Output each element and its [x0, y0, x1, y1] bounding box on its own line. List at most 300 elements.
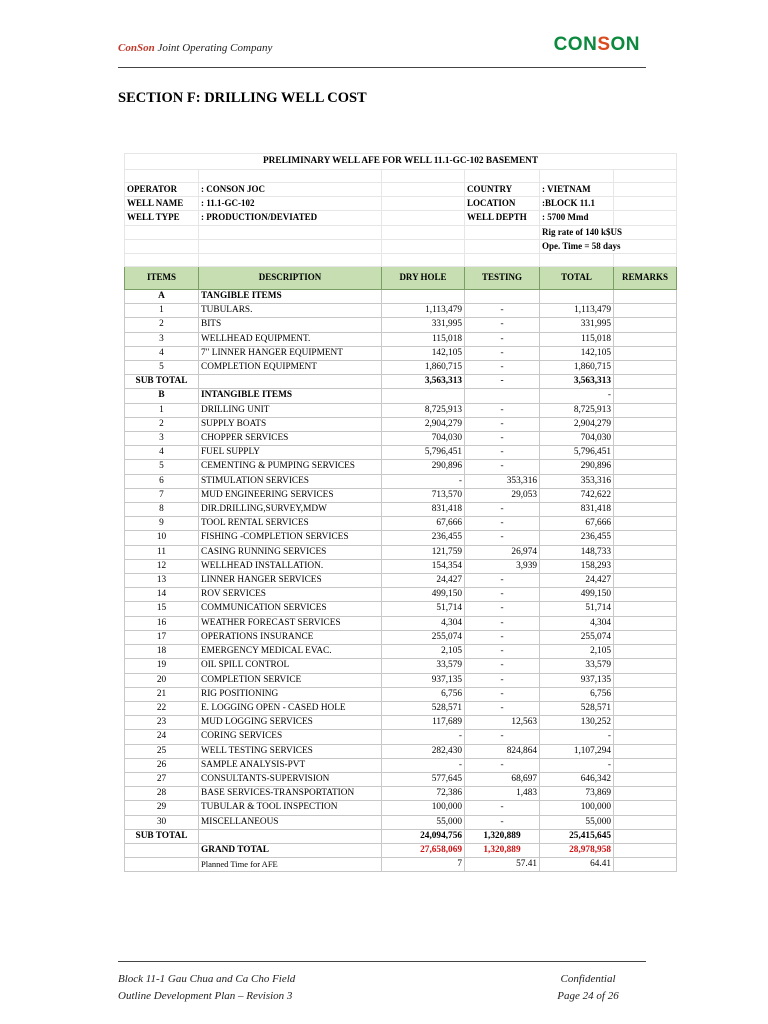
subtotal-a-dry: 3,563,313 — [382, 375, 465, 389]
item-description: BITS — [199, 318, 382, 332]
testing-cost: 12,563 — [465, 716, 540, 730]
table-row — [125, 346, 677, 360]
testing-cost: 353,316 — [465, 474, 540, 488]
total-cost: 6,756 — [540, 687, 614, 701]
testing-cost: - — [465, 616, 540, 630]
intangible-items — [125, 403, 677, 829]
total-cost: 646,342 — [540, 772, 614, 786]
item-description: MUD LOGGING SERVICES — [199, 716, 382, 730]
item-description: WELLHEAD EQUIPMENT. — [199, 332, 382, 346]
remarks — [614, 744, 677, 758]
item-number: 29 — [125, 801, 199, 815]
table-row — [125, 744, 677, 758]
remarks — [614, 403, 677, 417]
footer-right — [548, 971, 628, 1005]
item-number: 11 — [125, 545, 199, 559]
testing-cost: - — [465, 446, 540, 460]
afe-title: PRELIMINARY WELL AFE FOR WELL 11.1-GC-102 BASEMENT — [125, 154, 677, 170]
testing-cost: 26,974 — [465, 545, 540, 559]
remarks — [614, 432, 677, 446]
remarks — [614, 417, 677, 431]
remarks — [614, 772, 677, 786]
item-number: 6 — [125, 474, 199, 488]
item-number: 17 — [125, 630, 199, 644]
total-cost: 8,725,913 — [540, 403, 614, 417]
remarks — [614, 701, 677, 715]
remarks — [614, 474, 677, 488]
table-row — [125, 772, 677, 786]
testing-cost: - — [465, 417, 540, 431]
dry-hole-cost: 33,579 — [382, 659, 465, 673]
item-number: 8 — [125, 503, 199, 517]
item-description: CORING SERVICES — [199, 730, 382, 744]
item-number: 28 — [125, 787, 199, 801]
item-number: 21 — [125, 687, 199, 701]
item-number: 30 — [125, 815, 199, 829]
location-label: LOCATION — [465, 197, 540, 211]
dry-hole-cost: - — [382, 474, 465, 488]
logo-part-s: S — [597, 34, 611, 55]
section-b-label: INTANGIBLE ITEMS — [199, 389, 382, 403]
item-number: 3 — [125, 432, 199, 446]
testing-cost: - — [465, 346, 540, 360]
remarks — [614, 659, 677, 673]
footer-confidential: Confidential — [560, 973, 616, 985]
remarks — [614, 545, 677, 559]
table-row — [125, 574, 677, 588]
item-number: 25 — [125, 744, 199, 758]
info-row — [125, 183, 677, 197]
table-row — [125, 332, 677, 346]
testing-cost: 29,053 — [465, 488, 540, 502]
tangible-items — [125, 304, 677, 375]
item-number: 5 — [125, 460, 199, 474]
item-description: 7" LINNER HANGER EQUIPMENT — [199, 346, 382, 360]
subtotal-a-row — [125, 375, 677, 389]
remarks — [614, 687, 677, 701]
subtotal-a-testing: - — [465, 375, 540, 389]
dry-hole-cost: 255,074 — [382, 630, 465, 644]
total-cost: 742,622 — [540, 488, 614, 502]
item-description: FUEL SUPPLY — [199, 446, 382, 460]
item-description: ROV SERVICES — [199, 588, 382, 602]
testing-cost: - — [465, 687, 540, 701]
table-row — [125, 758, 677, 772]
section-b-id: B — [125, 389, 199, 403]
dry-hole-cost: 5,796,451 — [382, 446, 465, 460]
rig-rate: Rig rate of 140 k$US — [540, 225, 677, 239]
remarks — [614, 815, 677, 829]
item-description: LINNER HANGER SERVICES — [199, 574, 382, 588]
item-number: 19 — [125, 659, 199, 673]
testing-cost: - — [465, 403, 540, 417]
table-row — [125, 801, 677, 815]
company-name — [118, 42, 272, 54]
testing-cost: - — [465, 673, 540, 687]
dry-hole-cost: 121,759 — [382, 545, 465, 559]
item-description: BASE SERVICES-TRANSPORTATION — [199, 787, 382, 801]
operator-label: OPERATOR — [125, 183, 199, 197]
testing-cost: 68,697 — [465, 772, 540, 786]
dry-hole-cost: 1,860,715 — [382, 361, 465, 375]
total-cost: 2,105 — [540, 645, 614, 659]
dry-hole-cost: 331,995 — [382, 318, 465, 332]
testing-cost: - — [465, 531, 540, 545]
testing-cost: 824,864 — [465, 744, 540, 758]
subtotal-b-row — [125, 829, 677, 843]
testing-cost: 1,483 — [465, 787, 540, 801]
col-remarks: REMARKS — [614, 267, 677, 290]
table-row — [125, 588, 677, 602]
planned-time-dry: 7 — [382, 858, 465, 872]
item-number: 2 — [125, 318, 199, 332]
testing-cost: - — [465, 460, 540, 474]
dry-hole-cost: 937,135 — [382, 673, 465, 687]
dry-hole-cost: 236,455 — [382, 531, 465, 545]
item-number: 27 — [125, 772, 199, 786]
dry-hole-cost: 115,018 — [382, 332, 465, 346]
table-row — [125, 545, 677, 559]
total-cost: 148,733 — [540, 545, 614, 559]
total-cost: 142,105 — [540, 346, 614, 360]
testing-cost: - — [465, 588, 540, 602]
table-row — [125, 432, 677, 446]
item-description: TUBULAR & TOOL INSPECTION — [199, 801, 382, 815]
table-row — [125, 659, 677, 673]
testing-cost: - — [465, 517, 540, 531]
item-description: COMMUNICATION SERVICES — [199, 602, 382, 616]
subtotal-b-testing: 1,320,889 — [465, 829, 540, 843]
subtotal-b-label: SUB TOTAL — [125, 829, 199, 843]
remarks — [614, 574, 677, 588]
item-number: 12 — [125, 559, 199, 573]
total-cost: 1,107,294 — [540, 744, 614, 758]
item-number: 23 — [125, 716, 199, 730]
total-cost: 33,579 — [540, 659, 614, 673]
total-cost: 4,304 — [540, 616, 614, 630]
item-description: CHOPPER SERVICES — [199, 432, 382, 446]
item-number: 2 — [125, 417, 199, 431]
section-b-total: - — [540, 389, 614, 403]
item-description: WELLHEAD INSTALLATION. — [199, 559, 382, 573]
testing-cost: - — [465, 602, 540, 616]
total-cost: 158,293 — [540, 559, 614, 573]
table-row — [125, 474, 677, 488]
total-cost: 51,714 — [540, 602, 614, 616]
total-cost: 704,030 — [540, 432, 614, 446]
location-value: :BLOCK 11.1 — [540, 197, 614, 211]
item-description: OIL SPILL CONTROL — [199, 659, 382, 673]
table-row — [125, 787, 677, 801]
planned-time-label: Planned Time for AFE — [199, 858, 382, 872]
total-cost: 255,074 — [540, 630, 614, 644]
subtotal-b-total: 25,415,645 — [540, 829, 614, 843]
dry-hole-cost: 24,427 — [382, 574, 465, 588]
info-row — [125, 225, 677, 239]
operator-value: : CONSON JOC — [199, 183, 382, 197]
item-number: 16 — [125, 616, 199, 630]
remarks — [614, 559, 677, 573]
testing-cost: - — [465, 701, 540, 715]
dry-hole-cost: 8,725,913 — [382, 403, 465, 417]
logo-part-a: CON — [553, 34, 598, 55]
item-number: 7 — [125, 488, 199, 502]
total-cost: 2,904,279 — [540, 417, 614, 431]
item-description: COMPLETION SERVICE — [199, 673, 382, 687]
remarks — [614, 801, 677, 815]
item-description: RIG POSITIONING — [199, 687, 382, 701]
item-number: 1 — [125, 403, 199, 417]
table-row — [125, 602, 677, 616]
operation-time: Ope. Time = 58 days — [540, 239, 677, 253]
dry-hole-cost: 6,756 — [382, 687, 465, 701]
section-title: SECTION F: DRILLING WELL COST — [118, 90, 367, 106]
table-row — [125, 730, 677, 744]
well-name-value: : 11.1-GC-102 — [199, 197, 382, 211]
item-description: DRILLING UNIT — [199, 403, 382, 417]
item-description: FISHING -COMPLETION SERVICES — [199, 531, 382, 545]
table-row — [125, 361, 677, 375]
well-depth-label: WELL DEPTH — [465, 211, 540, 225]
remarks — [614, 332, 677, 346]
item-number: 3 — [125, 332, 199, 346]
grand-total-total: 28,978,958 — [540, 843, 614, 857]
col-total: TOTAL — [540, 267, 614, 290]
total-cost: 115,018 — [540, 332, 614, 346]
remarks — [614, 645, 677, 659]
footer-project: Block 11-1 Gau Chua and Ca Cho Field — [118, 973, 296, 985]
total-cost: 331,995 — [540, 318, 614, 332]
dry-hole-cost: 4,304 — [382, 616, 465, 630]
total-cost: 100,000 — [540, 801, 614, 815]
grand-total-testing: 1,320,889 — [465, 843, 540, 857]
item-description: CASING RUNNING SERVICES — [199, 545, 382, 559]
col-description: DESCRIPTION — [199, 267, 382, 290]
table-row — [125, 304, 677, 318]
dry-hole-cost: 577,645 — [382, 772, 465, 786]
dry-hole-cost: 528,571 — [382, 701, 465, 715]
remarks — [614, 616, 677, 630]
table-row — [125, 503, 677, 517]
total-cost: 353,316 — [540, 474, 614, 488]
planned-time-testing: 57.41 — [465, 858, 540, 872]
item-number: 5 — [125, 361, 199, 375]
item-number: 9 — [125, 517, 199, 531]
testing-cost: - — [465, 758, 540, 772]
page-header — [118, 34, 640, 68]
total-cost: 937,135 — [540, 673, 614, 687]
remarks — [614, 446, 677, 460]
subtotal-a-total: 3,563,313 — [540, 375, 614, 389]
dry-hole-cost: 154,354 — [382, 559, 465, 573]
remarks — [614, 318, 677, 332]
remarks — [614, 630, 677, 644]
table-row — [125, 488, 677, 502]
well-name-label: WELL NAME — [125, 197, 199, 211]
header-divider — [118, 67, 646, 68]
dry-hole-cost: 713,570 — [382, 488, 465, 502]
company-brand: ConSon — [118, 42, 155, 54]
item-description: COMPLETION EQUIPMENT — [199, 361, 382, 375]
item-number: 13 — [125, 574, 199, 588]
table-row — [125, 716, 677, 730]
dry-hole-cost: 499,150 — [382, 588, 465, 602]
dry-hole-cost: 100,000 — [382, 801, 465, 815]
section-b-row — [125, 389, 677, 403]
remarks — [614, 602, 677, 616]
subtotal-b-dry: 24,094,756 — [382, 829, 465, 843]
table-row — [125, 630, 677, 644]
footer-left — [118, 971, 295, 1005]
total-cost: 236,455 — [540, 531, 614, 545]
dry-hole-cost: 67,666 — [382, 517, 465, 531]
well-type-value: : PRODUCTION/DEVIATED — [199, 211, 382, 225]
item-description: EMERGENCY MEDICAL EVAC. — [199, 645, 382, 659]
logo-part-b: ON — [610, 34, 640, 55]
item-number: 4 — [125, 446, 199, 460]
info-row — [125, 239, 677, 253]
grand-total-row — [125, 843, 677, 857]
item-number: 20 — [125, 673, 199, 687]
col-dry-hole: DRY HOLE — [382, 267, 465, 290]
item-number: 4 — [125, 346, 199, 360]
info-row — [125, 197, 677, 211]
total-cost: 1,860,715 — [540, 361, 614, 375]
table-row — [125, 559, 677, 573]
table-row — [125, 531, 677, 545]
total-cost: 831,418 — [540, 503, 614, 517]
dry-hole-cost: 2,105 — [382, 645, 465, 659]
col-testing: TESTING — [465, 267, 540, 290]
testing-cost: - — [465, 730, 540, 744]
subtotal-a-label: SUB TOTAL — [125, 375, 199, 389]
column-header-row — [125, 267, 677, 290]
dry-hole-cost: 72,386 — [382, 787, 465, 801]
item-description: MISCELLANEOUS — [199, 815, 382, 829]
testing-cost: 3,939 — [465, 559, 540, 573]
section-a-id: A — [125, 290, 199, 304]
remarks — [614, 346, 677, 360]
section-a-label: TANGIBLE ITEMS — [199, 290, 382, 304]
total-cost: 290,896 — [540, 460, 614, 474]
remarks — [614, 517, 677, 531]
table-row — [125, 403, 677, 417]
dry-hole-cost: 2,904,279 — [382, 417, 465, 431]
item-description: SUPPLY BOATS — [199, 417, 382, 431]
item-description: CEMENTING & PUMPING SERVICES — [199, 460, 382, 474]
col-items: ITEMS — [125, 267, 199, 290]
table-row — [125, 318, 677, 332]
remarks — [614, 588, 677, 602]
grand-total-dry: 27,658,069 — [382, 843, 465, 857]
dry-hole-cost: 831,418 — [382, 503, 465, 517]
dry-hole-cost: - — [382, 758, 465, 772]
total-cost: 73,869 — [540, 787, 614, 801]
total-cost: - — [540, 758, 614, 772]
item-number: 26 — [125, 758, 199, 772]
item-number: 22 — [125, 701, 199, 715]
item-number: 10 — [125, 531, 199, 545]
testing-cost: - — [465, 630, 540, 644]
dry-hole-cost: 282,430 — [382, 744, 465, 758]
testing-cost: - — [465, 815, 540, 829]
testing-cost: - — [465, 574, 540, 588]
total-cost: - — [540, 730, 614, 744]
item-description: TUBULARS. — [199, 304, 382, 318]
total-cost: 499,150 — [540, 588, 614, 602]
table-row — [125, 517, 677, 531]
item-description: CONSULTANTS-SUPERVISION — [199, 772, 382, 786]
table-row — [125, 446, 677, 460]
footer-revision: Outline Development Plan – Revision 3 — [118, 990, 293, 1002]
item-number: 18 — [125, 645, 199, 659]
table-row — [125, 460, 677, 474]
table-row — [125, 616, 677, 630]
total-cost: 24,427 — [540, 574, 614, 588]
total-cost: 1,113,479 — [540, 304, 614, 318]
total-cost: 67,666 — [540, 517, 614, 531]
item-description: WELL TESTING SERVICES — [199, 744, 382, 758]
footer-divider — [118, 961, 646, 962]
remarks — [614, 673, 677, 687]
conson-logo — [554, 34, 640, 56]
table-row — [125, 701, 677, 715]
dry-hole-cost: 1,113,479 — [382, 304, 465, 318]
item-number: 14 — [125, 588, 199, 602]
well-depth-value: : 5700 Mmd — [540, 211, 614, 225]
item-description: SAMPLE ANALYSIS-PVT — [199, 758, 382, 772]
item-description: TOOL RENTAL SERVICES — [199, 517, 382, 531]
item-number: 15 — [125, 602, 199, 616]
dry-hole-cost: - — [382, 730, 465, 744]
remarks — [614, 460, 677, 474]
testing-cost: - — [465, 304, 540, 318]
dry-hole-cost: 55,000 — [382, 815, 465, 829]
dry-hole-cost: 142,105 — [382, 346, 465, 360]
remarks — [614, 787, 677, 801]
planned-time-total: 64.41 — [540, 858, 614, 872]
remarks — [614, 488, 677, 502]
table-row — [125, 645, 677, 659]
testing-cost: - — [465, 332, 540, 346]
remarks — [614, 503, 677, 517]
dry-hole-cost: 51,714 — [382, 602, 465, 616]
testing-cost: - — [465, 659, 540, 673]
company-name-rest: Joint Operating Company — [154, 42, 273, 54]
testing-cost: - — [465, 503, 540, 517]
dry-hole-cost: 117,689 — [382, 716, 465, 730]
item-description: E. LOGGING OPEN - CASED HOLE — [199, 701, 382, 715]
item-description: DIR.DRILLING,SURVEY,MDW — [199, 503, 382, 517]
testing-cost: - — [465, 361, 540, 375]
country-label: COUNTRY — [465, 183, 540, 197]
info-row — [125, 211, 677, 225]
well-type-label: WELL TYPE — [125, 211, 199, 225]
item-description: OPERATIONS INSURANCE — [199, 630, 382, 644]
dry-hole-cost: 290,896 — [382, 460, 465, 474]
testing-cost: - — [465, 801, 540, 815]
testing-cost: - — [465, 432, 540, 446]
dry-hole-cost: 704,030 — [382, 432, 465, 446]
item-number: 1 — [125, 304, 199, 318]
total-cost: 130,252 — [540, 716, 614, 730]
section-a-row — [125, 290, 677, 304]
table-row — [125, 417, 677, 431]
table-row — [125, 815, 677, 829]
table-row — [125, 687, 677, 701]
remarks — [614, 361, 677, 375]
table-row — [125, 673, 677, 687]
